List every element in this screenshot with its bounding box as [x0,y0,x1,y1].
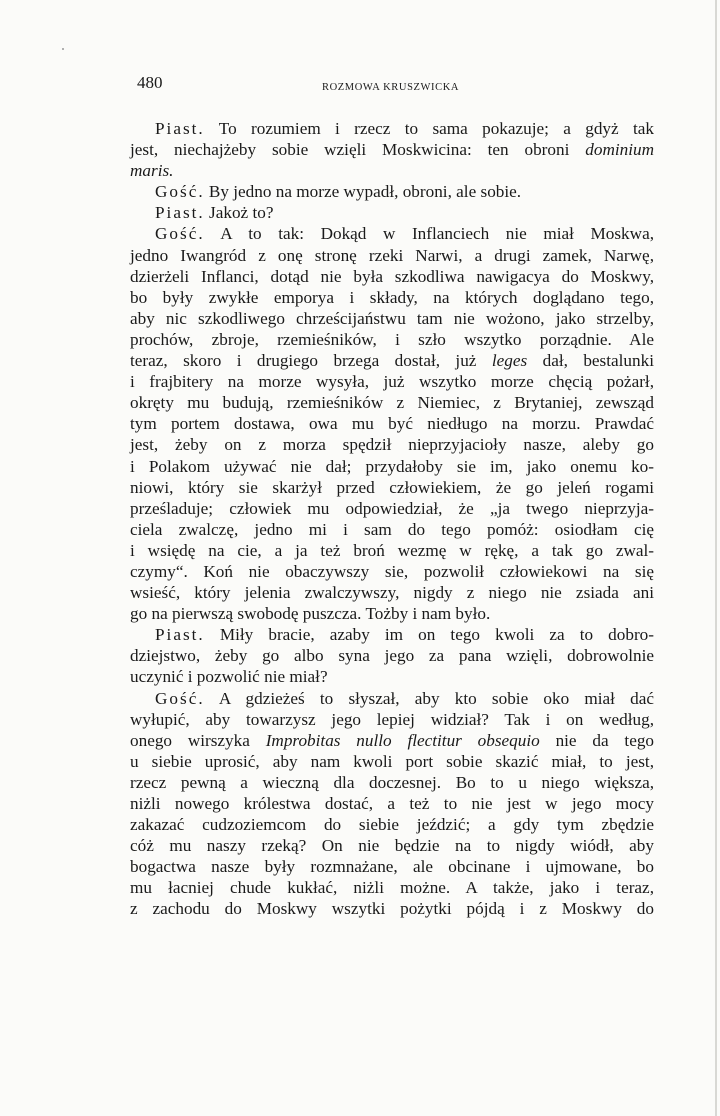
text-line: i wsiędę na cie, a ja też broń wezmę w rękę, a tak go zwal- [130,540,654,560]
text-line: zakazać cudzoziemcom do siebie jeździć; a gdy tym zbędzie [130,815,654,835]
text-line: prochów, zbroje, rzemieśników, i szło wszytko porządnie. Ale [130,329,654,349]
text-line: Piast. Jakoż to? [155,203,274,223]
text-line: dziejstwo, żeby go albo syna jego za pana wzięli, dobrowolnie [130,646,654,666]
text-line: bogactwa nasze były rozmnażane, ale obcinane i ujmowane, bo [130,857,654,877]
page-number: 480 [137,73,163,92]
text-line: Gość. A gdzieżeś to słyszał, aby kto sobie oko miał dać [155,688,654,708]
text-line: i frajbitery na morze wysyła, już wszytko morze chęcią pożarł, [130,372,654,392]
text-line: bo były zwykłe emporya i składy, na których doglądano tego, [130,287,654,307]
text-line: ciela zwalczę, jedno mi i sam do tego pomóż: osiodłam cię [130,519,654,539]
text-line: rzecz pewną a wieczną dla doczesnej. Bo to u niego większa, [130,772,654,792]
body-text [130,118,654,920]
text-line: Piast. To rozumiem i rzecz to sama pokazuje; a gdyż tak [155,119,654,138]
text-line: Gość. A to tak: Dokąd w Inflanciech nie miał Moskwa, [155,224,654,244]
running-head: ROZMOWA KRUSZWICKA [322,82,460,93]
scan-speck [62,48,64,50]
text-line: jest, niechajżeby sobie wzięli Moskwicina: ten obroni dominium [130,140,654,160]
text-line: dzierżeli Inflanci, dotąd nie była szkodliwa nawigacya do Moskwy, [130,266,654,286]
text-line: uczynić i pozwolić nie miał? [130,667,328,687]
text-line: onego wirszyka Improbitas nullo flectitur obsequio nie da tego [130,730,655,750]
text-line: tym portem dostawa, owa mu być niedługo na morzu. Prawdać [130,414,654,434]
text-line: niżli nowego królestwa dostać, a też to nie jest w jego mocy [130,794,654,813]
text-line: u siebie uprosić, aby nam kwoli port sobie skazić miał, to jest, [130,751,654,771]
text-line: mu łacniej chude kukłać, niżli możne. A także, jako i teraz, [130,878,654,898]
text-line: Piast. Miły bracie, azaby im on tego kwoli za to dobro- [155,625,654,645]
text-line: i Polakom używać nie dał; przydałoby sie im, jako onemu ko- [130,456,654,476]
scan-edge [715,0,717,1116]
text-line: aby nic szkodliwego chrześcijaństwu tam nie wożono, jako strzelby, [130,308,654,328]
text-line: czymy“. Koń nie obaczywszy sie, pozwolił człowiekowi na się [130,561,654,581]
text-line: jest, żeby on z morza spędził nieprzyjacioły nasze, aleby go [130,435,654,455]
text-line: z zachodu do Moskwy wszytki pożytki pójdą i z Moskwy do [130,899,654,919]
text-line: go na pierwszą swobodę puszcza. Tożby i nam było. [130,604,491,624]
text-line: Gość. By jedno na morze wypadł, obroni, ale sobie. [155,182,522,202]
text-line: maris. [130,161,174,181]
text-line: teraz, skoro i drugiego brzega dostał, już leges dał, bestalunki [130,351,654,371]
text-line: cóż mu naszy rzeką? On nie będzie na to nigdy wiódł, aby [130,836,654,856]
text-line: prześladuje; człowiek mu odpowiedział, że „ja twego nieprzyja- [130,498,654,518]
text-line: wsieść, który jelenia zwalczywszy, nigdy z niego nie zsiada ani [130,583,654,603]
text-line: jedno Iwangród z onę stronę rzeki Narwi, a drugi zamek, Narwę, [130,245,654,265]
text-line: wyłupić, aby towarzysz jego lepiej widział? Tak i on według, [130,709,654,729]
page-header [137,73,653,97]
text-line: niowi, który sie skarżył przed człowiekiem, że go jeleń rogami [130,477,654,497]
text-line: okręty mu budują, rzemieśników z Niemiec, z Brytaniej, zewsząd [130,393,654,413]
